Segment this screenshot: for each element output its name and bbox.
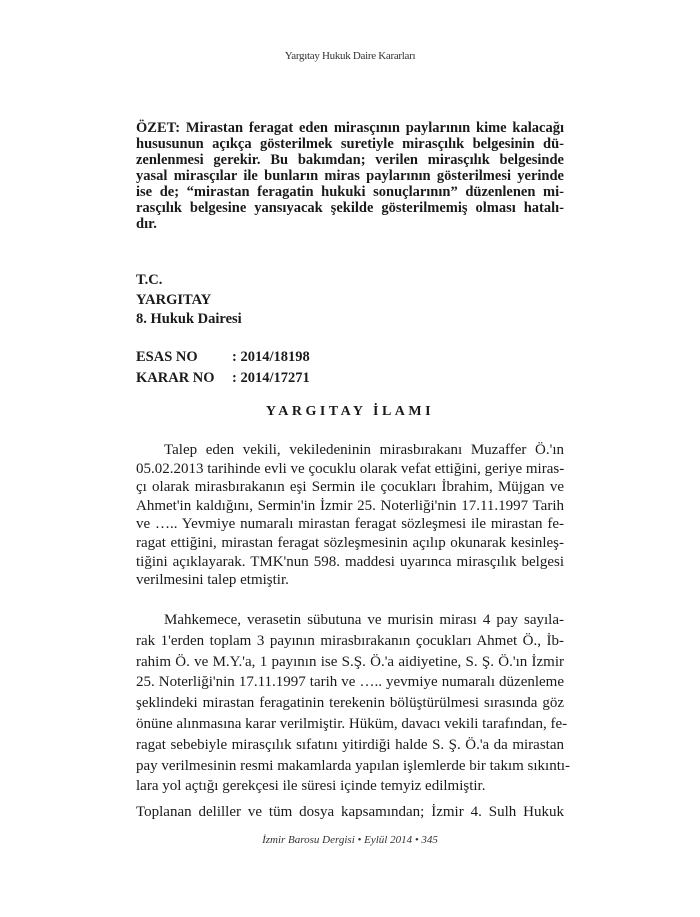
karar-value: : 2014/17271 [232,370,310,386]
esas-value: : 2014/18198 [232,349,310,365]
text-line: Toplanan deliller ve tüm dosya kapsamından; İzmir 4. Sulh Hukuk [136,804,564,820]
text-line: lara yol açtığı gerekçesi ile süresi içinde temyiz edilmiştir. [136,778,486,795]
karar-label: KARAR NO [136,370,215,386]
text-line: tiğini açıklayarak. TMK'nun 598. maddesi uyarınca mirasçılık belgesi [136,553,564,570]
court-country: T.C. [136,272,163,288]
text-line: şeklindeki mirastan feragatinin terekenin bölüştürülmesi sırasında göz [136,695,564,712]
text-line: dır. [136,216,157,232]
decision-title: YARGITAY İLAMI [265,404,435,419]
text-line: Mahkemece, verasetin sübutuna ve murisin mirası 4 pay sayıla- [164,612,564,628]
text-line: Talep eden vekili, vekiledeninin mirasbırakanı Muzaffer Ö.'ın [164,442,564,458]
esas-row [136,347,564,368]
text-line: rak 1'erden toplam 3 payının mirasbırakanın çocukları Ahmet Ö., İb- [136,632,564,649]
text-line: rasçılık belgesine yansıyacak şekilde gösterilmemiş olması hatalı- [136,200,564,216]
text-line: verilmesini talep etmiştir. [136,572,289,589]
paragraph-2 [136,610,571,797]
text-line: ÖZET: Mirastan feragat eden mirasçının paylarının kime kalacağı [136,120,564,136]
court-block [136,271,564,330]
summary-block [136,120,564,232]
esas-label: ESAS NO [136,349,198,365]
text-line: çı olarak mirasbırakanın eşi Sermin ile çocukları İbrahim, Müjgan ve [136,479,564,496]
text-line: zenlenmesi gerekir. Bu bakımdan; verilen mirasçılık belgesinde [136,152,564,168]
text-line: ragat sebebiyle mirasçılık sıfatını yitirdiği halde S. Ş. Ö.'a da mirastan [136,736,564,753]
text-line: ve ….. Yevmiye numaralı mirastan feragat sözleşmesi ile mirastan fe- [136,516,564,533]
text-line: 25. Noterliği'nin 17.11.1997 tarih ve ….. yevmiye numaralı düzenleme [136,674,564,691]
running-header: Yargıtay Hukuk Daire Kararları [284,50,416,62]
text-line: önüne alınmasına karar verilmiştir. Hüküm, davacı vekili tarafından, fe- [136,715,568,732]
page-footer: İzmir Barosu Dergisi • Eylül 2014 • 345 [262,834,438,846]
text-line: Ahmet'in kaldığını, Sermin'in İzmir 25. Noterliği'nin 17.11.1997 Tarih [136,497,564,514]
karar-row [136,368,564,389]
text-line: rahim Ö. ve M.Y.'a, 1 payının ise S.Ş. Ö.'a aidiyetine, S. Ş. Ö.'ın İzmir [136,653,564,670]
text-line: yasal mirasçılar ile bunların miras paylarının gösterilmesi yerinde [136,168,564,184]
court-name: YARGITAY [136,291,212,308]
text-line: ise de; “mirastan feragatin hukuki sonuçlarının” düzenlenen mi- [136,184,564,200]
paragraph-1 [136,441,564,590]
text-line: ragat ettiğini, mirastan feragat sözleşmesinin açılıp okunarak kesinleş- [136,534,564,551]
court-chamber: 8. Hukuk Dairesi [136,311,242,327]
paragraph-3 [136,802,564,822]
text-line: pay verilmesinin resmi makamlarda yapılan işlemlerde bir takım sıkıntı- [136,757,571,774]
text-line: 05.02.2013 tarihinde evli ve çocuklu olarak vefat ettiğini, geriye miras- [136,460,565,477]
case-numbers [136,347,564,389]
text-line: hususunun açıkça gösterilmek suretiyle mirasçılık belgesinin dü- [136,136,564,152]
